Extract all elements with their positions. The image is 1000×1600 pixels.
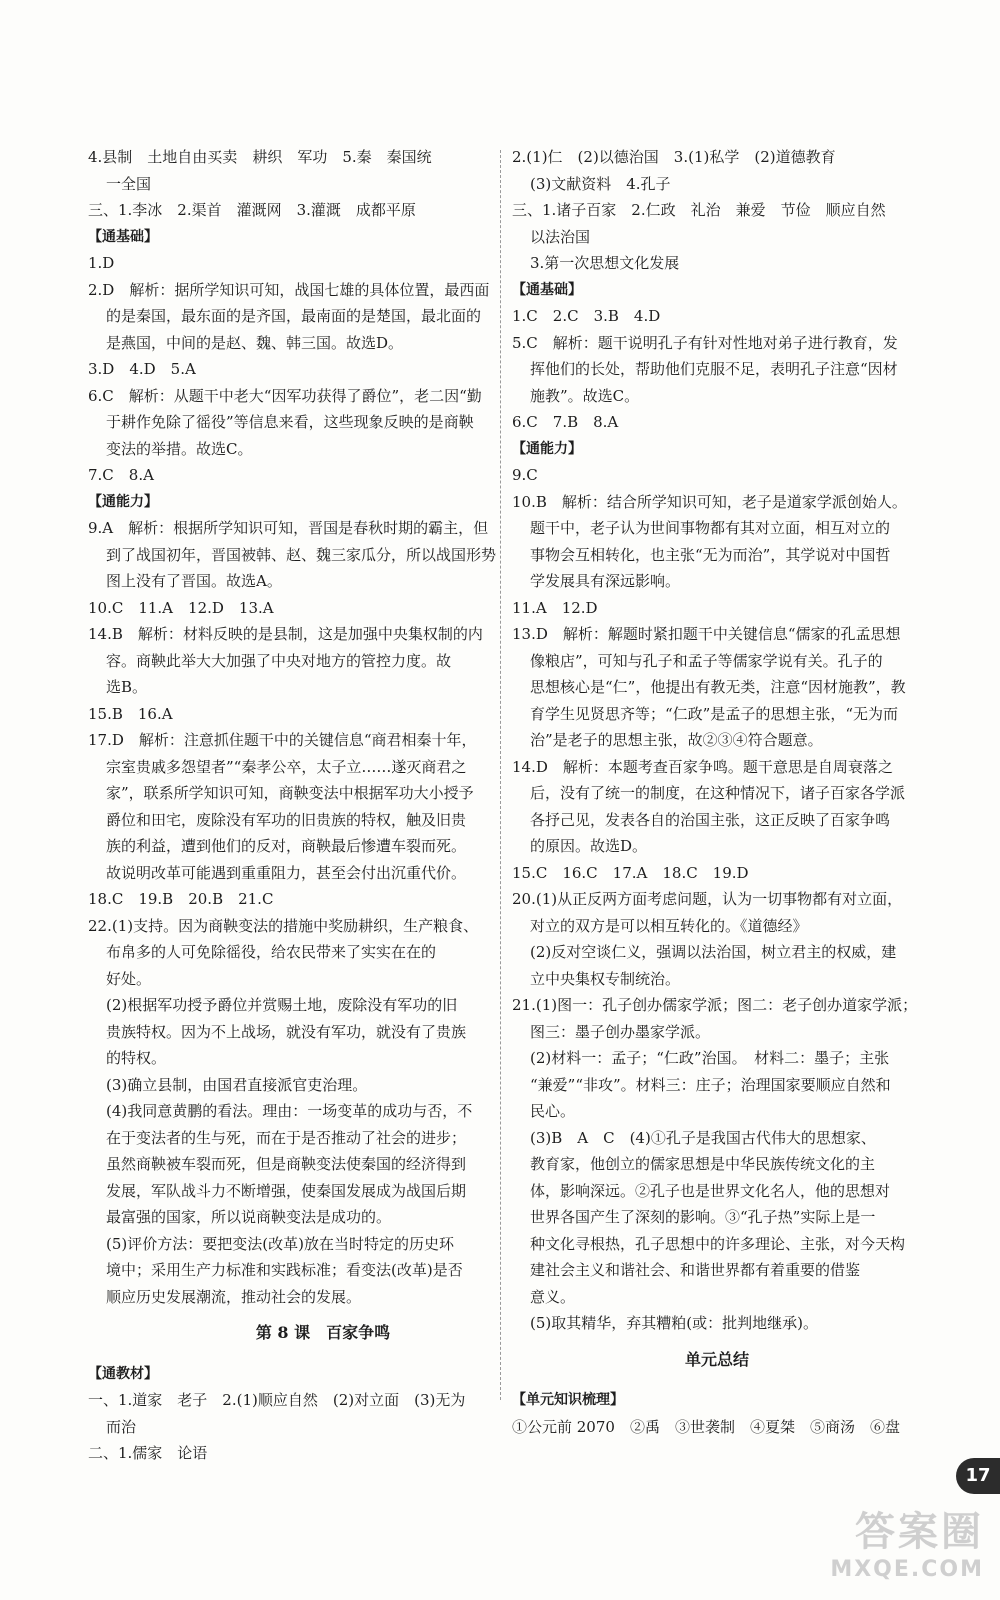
- answer-line: 图上没有了晋国。故选A。: [106, 572, 282, 590]
- answer-line: 3.第一次思想文化发展: [530, 254, 680, 272]
- answer-line: 1.D: [88, 254, 115, 272]
- answer-line: 最富强的国家，所以说商鞅变法是成功的。: [106, 1208, 392, 1226]
- section-heading: 【单元知识梳理】: [512, 1392, 624, 1408]
- answer-line: 5.C 解析：题干说明孔子有针对性地对弟子进行教育，发: [512, 333, 898, 352]
- answer-line: 族的利益，遭到他们的反对，商鞅最后惨遭车裂而死。: [106, 837, 467, 855]
- answer-line: 好处。: [106, 969, 152, 988]
- answer-line: (3)文献资料 4.孔子: [530, 174, 671, 193]
- answer-line: 题干中，老子认为世间事物都有其对立面，相互对立的: [530, 519, 891, 537]
- answer-line: 二、1.儒家 论语: [88, 1444, 208, 1462]
- answer-line: 各抒己见，发表各自的治国主张，这正反映了百家争鸣: [530, 810, 891, 829]
- section-heading: 【通基础】: [512, 281, 582, 298]
- answer-line: 的是秦国，最东面的是齐国，最南面的是楚国，最北面的: [106, 307, 482, 325]
- answer-line: 宗室贵戚多怨望者”“秦孝公卒，太子立……遂灭商君之: [106, 757, 467, 776]
- answer-line: 立中央集权专制统治。: [530, 969, 681, 988]
- answer-line: 挥他们的长处，帮助他们克服不足，表明孔子注意“因材: [530, 360, 898, 378]
- answer-line: 以法治国: [530, 227, 591, 246]
- answer-line: 17.D 解析：注意抓住题干中的关键信息“商君相秦十年，: [88, 731, 477, 749]
- answer-line: (2)反对空谈仁义，强调以法治国，树立君主的权威，建: [530, 943, 897, 961]
- column-divider: [500, 150, 501, 1400]
- answer-line: 变法的举措。故选C。: [106, 439, 253, 458]
- answer-line: 意义。: [530, 1287, 576, 1306]
- answer-line: ①公元前 2070 ②禹 ③世袭制 ④夏桀 ⑤商汤 ⑥盘: [512, 1417, 900, 1436]
- answer-line: 三、1.李冰 2.渠首 灌溉网 3.灌溉 成都平原: [88, 201, 416, 219]
- answer-line: 世界各国产生了深刻的影响。③“孔子热”实际上是一: [530, 1208, 876, 1226]
- answer-line: 2.D 解析：据所学知识可知，战国七雄的具体位置，最西面: [88, 280, 490, 299]
- answer-line: 事物会互相转化，也主张“无为而治”，其学说对中国哲: [530, 545, 891, 564]
- answer-line: 布帛多的人可免除徭役，给农民带来了实实在在的: [106, 943, 437, 961]
- section-heading: 【通教材】: [88, 1365, 158, 1382]
- answer-line: 15.B 16.A: [88, 704, 173, 723]
- answer-line: (5)取其精华，弃其糟粕(或：批判地继承)。: [530, 1314, 818, 1332]
- answer-line: 爵位和田宅，废除没有军功的旧贵族的特权，触及旧贵: [106, 810, 467, 829]
- answer-line: 容。商鞅此举大大加强了中央对地方的管控力度。故: [106, 651, 452, 670]
- page-number: 17: [956, 1458, 1000, 1494]
- answer-line: 后，没有了统一的制度，在这种情况下，诸子百家各学派: [530, 784, 906, 802]
- answer-line: 14.D 解析：本题考查百家争鸣。题干意思是自周衰落之: [512, 757, 893, 776]
- answer-line: (2)根据军功授予爵位并赏赐土地，废除没有军功的旧: [106, 996, 458, 1014]
- answer-line: 故说明改革可能遇到重重阻力，甚至会付出沉重代价。: [106, 863, 467, 882]
- answer-line: 境中；采用生产力标准和实践标准；看变法(改革)是否: [106, 1261, 463, 1279]
- watermark-en: MXQE.COM: [830, 1557, 984, 1582]
- answer-line: 4.县制 土地自由买卖 耕织 军功 5.秦 秦国统: [88, 148, 432, 166]
- answer-line: 种文化寻根热，孔子思想中的许多理论、主张，对今天构: [530, 1234, 906, 1253]
- answer-line: 图三：墨子创办墨家学派。: [530, 1022, 711, 1041]
- answer-line: 13.D 解析：解题时紧扣题干中关键信息“儒家的孔孟思想: [512, 625, 901, 643]
- answer-line: 顺应历史发展潮流，推动社会的发展。: [106, 1287, 362, 1306]
- answer-line: 虽然商鞅被车裂而死，但是商鞅变法使秦国的经济得到: [106, 1155, 467, 1173]
- answer-line: 思想核心是“仁”，他提出有教无类，注意“因材施教”，教: [530, 678, 906, 696]
- section-heading: 【通基础】: [88, 228, 158, 245]
- answer-line: 三、1.诸子百家 2.仁政 礼治 兼爱 节俭 顺应自然: [512, 201, 886, 219]
- answer-line: 10.C 11.A 12.D 13.A: [88, 598, 274, 617]
- answer-line: 育学生见贤思齐等；“仁政”是孟子的思想主张，“无为而: [530, 704, 899, 723]
- answer-line: 对立的双方是可以相互转化的。《道德经》: [530, 916, 808, 935]
- answer-line: 3.D 4.D 5.A: [88, 360, 196, 378]
- answer-line: 到了战国初年，晋国被韩、赵、魏三家瓜分，所以战国形势: [106, 545, 497, 564]
- answer-line: 7.C 8.A: [88, 466, 154, 484]
- answer-line: 一全国: [106, 174, 152, 193]
- watermark: [830, 1500, 984, 1582]
- answer-line: 9.C: [512, 466, 538, 484]
- answer-line: 学发展具有深远影响。: [530, 572, 681, 590]
- answer-line: 21.(1)图一：孔子创办儒家学派；图二：老子创办道家学派；: [512, 996, 918, 1014]
- answer-line: 20.(1)从正反两方面考虑问题，认为一切事物都有对立面，: [512, 890, 903, 908]
- answer-line: 民心。: [530, 1102, 576, 1120]
- answer-line: 2.(1)仁 (2)以德治国 3.(1)私学 (2)道德教育: [512, 148, 836, 166]
- answer-line: 1.C 2.C 3.B 4.D: [512, 307, 661, 325]
- answer-line: 9.A 解析：根据所学知识可知，晋国是春秋时期的霸主，但: [88, 519, 489, 537]
- section-heading: 【通能力】: [88, 493, 158, 510]
- answer-line: (5)评价方法：要把变法(改革)放在当时特定的历史环: [106, 1234, 454, 1253]
- answer-line: 22.(1)支持。因为商鞅变法的措施中奖励耕织，生产粮食、: [88, 916, 479, 935]
- answer-line: (3)B A C (4)①孔子是我国古代伟大的思想家、: [530, 1128, 876, 1147]
- watermark-cn: 答案圈: [855, 1509, 984, 1555]
- answer-line: “兼爱”“非攻”。材料三：庄子；治理国家要顺应自然和: [530, 1075, 891, 1094]
- answer-line: 的特权。: [106, 1049, 167, 1067]
- lesson-title: 第 8 课 百家争鸣: [255, 1323, 391, 1342]
- answer-line: 而治: [106, 1417, 137, 1436]
- answer-line: 建社会主义和谐社会、和谐世界都有着重要的借鉴: [530, 1261, 861, 1279]
- lesson-title: 单元总结: [684, 1349, 749, 1369]
- answer-line: (4)我同意黄鹏的看法。理由：一场变革的成功与否，不: [106, 1102, 473, 1120]
- answer-line: 发展，军队战斗力不断增强，使秦国发展成为战国后期: [106, 1181, 467, 1200]
- answer-line: 选B。: [106, 678, 148, 696]
- right-column: [512, 144, 922, 1440]
- answer-line: 像粮店”，可知与孔子和孟子等儒家学说有关。孔子的: [530, 651, 883, 670]
- answer-line: 一、1.道家 老子 2.(1)顺应自然 (2)对立面 (3)无为: [88, 1391, 466, 1409]
- answer-line: 10.B 解析：结合所学知识可知，老子是道家学派创始人。: [512, 492, 907, 511]
- answer-line: (3)确立县制，由国君直接派官吏治理。: [106, 1075, 368, 1094]
- answer-line: 的原因。故选D。: [530, 837, 648, 855]
- answer-line: 教育家，他创立的儒家思想是中华民族传统文化的主: [530, 1155, 876, 1173]
- answer-line: 治”是老子的思想主张，故②③④符合题意。: [530, 731, 823, 749]
- answer-line: 家”，联系所学知识可知，商鞅变法中根据军功大小授予: [106, 784, 474, 802]
- answer-line: 18.C 19.B 20.B 21.C: [88, 890, 274, 908]
- answer-line: 6.C 7.B 8.A: [512, 413, 619, 431]
- answer-line: 在于变法者的生与死，而在于是否推动了社会的进步；: [106, 1128, 467, 1147]
- answer-line: 是燕国，中间的是赵、魏、韩三国。故选D。: [106, 333, 404, 352]
- answer-line: 14.B 解析：材料反映的是县制，这是加强中央集权制的内: [88, 625, 483, 643]
- answer-line: 体，影响深远。②孔子也是世界文化名人，他的思想对: [530, 1181, 891, 1200]
- section-heading: 【通能力】: [512, 440, 582, 457]
- answer-line: 于耕作免除了徭役”等信息来看，这些现象反映的是商鞅: [106, 413, 474, 431]
- answer-line: 11.A 12.D: [512, 598, 598, 617]
- answer-line: 施教”。故选C。: [530, 386, 640, 405]
- answer-line: (2)材料一：孟子；“仁政”治国。 材料二：墨子；主张: [530, 1049, 890, 1067]
- answer-line: 贵族特权。因为不上战场，就没有军功，就没有了贵族: [106, 1022, 467, 1041]
- answer-line: 6.C 解析：从题干中老大“因军功获得了爵位”，老二因“勤: [88, 386, 482, 405]
- left-column: [88, 144, 558, 1467]
- answer-line: 15.C 16.C 17.A 18.C 19.D: [512, 863, 749, 882]
